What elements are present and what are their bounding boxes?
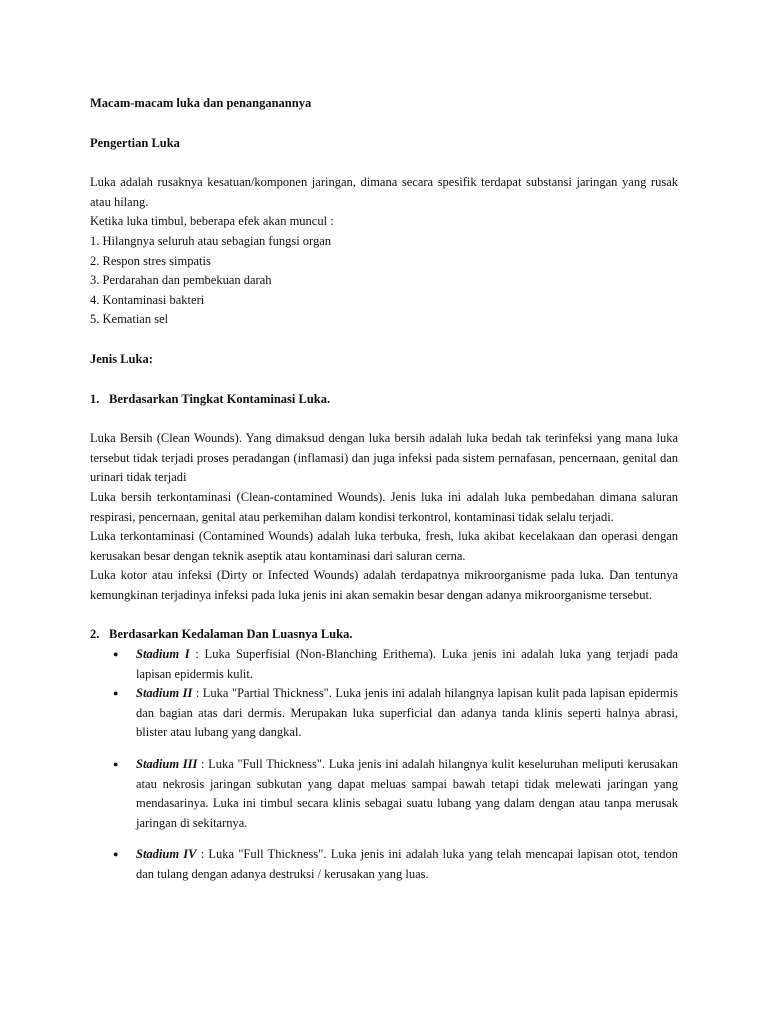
definition-paragraph: Luka adalah rusaknya kesatuan/komponen jaringan, dimana secara spesifik terdapat substansi jaringan yang rusak atau hilang. xyxy=(90,175,678,209)
stage-text: : Luka "Full Thickness". Luka jenis ini adalah luka yang telah mencapai lapisan otot, tendon dan tulang dengan adanya destruksi / kerusakan yang luas. xyxy=(136,847,678,881)
bullet-icon: ● xyxy=(113,649,119,660)
stage-text: : Luka "Full Thickness". Luka jenis ini adalah hilangnya kulit keseluruhan meliputi kerusakan atau nekrosis jaringan subkutan yang dapat meluas sampai bawah tetapi tidak melewati jaringan yang mendasarinya. Luka ini timbul secara klinis sebagai suatu lubang yang dalam dengan atau tanpa merusak jaringan di sekitarnya. xyxy=(136,757,678,830)
effect-item: 5. Kematian sel xyxy=(90,312,169,327)
subsection-2-heading xyxy=(90,625,678,645)
stage-label: Stadium IV xyxy=(136,847,197,862)
contamination-paragraph: Luka bersih terkontaminasi (Clean-contamined Wounds). Jenis luka ini adalah luka pembedahan dimana saluran respirasi, pencernaan, genital atau perkemihan dalam kondisi terkontrol, kontaminasi tidak selalu terjadi. xyxy=(90,489,678,524)
stage-item xyxy=(90,684,678,743)
stage-text: : Luka "Partial Thickness". Luka jenis ini adalah hilangnya lapisan kulit pada lapisan epidermis dan bagian atas dari dermis. Merupakan luka superficial dan adanya tanda klinis seperti halnya abrasi, blister atau lubang yang dangkal. xyxy=(136,686,678,740)
stage-list xyxy=(90,645,678,885)
stage-item xyxy=(90,755,678,833)
subsection-2-number: 2. xyxy=(90,627,100,642)
bullet-icon: ● xyxy=(113,759,119,770)
stage-item xyxy=(90,645,678,684)
stage-label: Stadium III xyxy=(136,757,198,772)
effect-item: 2. Respon stres simpatis xyxy=(90,253,211,268)
subsection-1-title: Berdasarkan Tingkat Kontaminasi Luka. xyxy=(109,391,331,406)
types-heading: Jenis Luka: xyxy=(90,351,153,366)
bullet-icon: ● xyxy=(113,849,119,860)
document-title: Macam-macam luka dan penanganannya xyxy=(90,96,312,110)
stage-item xyxy=(90,845,678,884)
effects-intro: Ketika luka timbul, beberapa efek akan muncul : xyxy=(90,214,334,229)
document-body xyxy=(90,94,678,885)
subsection-1-number: 1. xyxy=(90,391,100,406)
contamination-paragraph: Luka Bersih (Clean Wounds). Yang dimaksud dengan luka bersih adalah luka bedah tak terinfeksi yang mana luka tersebut tidak terjadi proses peradangan (inflamasi) dan juga infeksi pada sistem pernafasan, pencernaan, genital dan urinari tidak terjadi xyxy=(90,431,678,485)
contamination-paragraph: Luka kotor atau infeksi (Dirty or Infected Wounds) adalah terdapatnya mikroorganisme pada luka. Dan tentunya kemungkinan terjadinya infeksi pada luka jenis ini akan semakin besar dengan adanya mikroorganisme tersebut. xyxy=(90,568,678,602)
stage-label: Stadium I xyxy=(136,647,190,662)
stage-text: : Luka Superfisial (Non-Blanching Erithema). Luka jenis ini adalah luka yang terjadi pada lapisan epidermis kulit. xyxy=(136,647,679,681)
effect-item: 1. Hilangnya seluruh atau sebagian fungsi organ xyxy=(90,233,332,248)
subsection-1-heading xyxy=(90,390,678,410)
subsection-2-title: Berdasarkan Kedalaman Dan Luasnya Luka. xyxy=(109,627,353,642)
bullet-icon: ● xyxy=(113,688,119,699)
effect-item: 3. Perdarahan dan pembekuan darah xyxy=(90,273,272,288)
section-heading-definition: Pengertian Luka xyxy=(90,135,180,150)
contamination-paragraph: Luka terkontaminasi (Contamined Wounds) adalah luka terbuka, fresh, luka akibat kecelakaan dan operasi dengan kerusakan besar dengan teknik aseptik atau kontaminasi dari saluran cerna. xyxy=(90,529,678,563)
effect-item: 4. Kontaminasi bakteri xyxy=(90,292,205,307)
stage-label: Stadium II xyxy=(136,686,193,701)
